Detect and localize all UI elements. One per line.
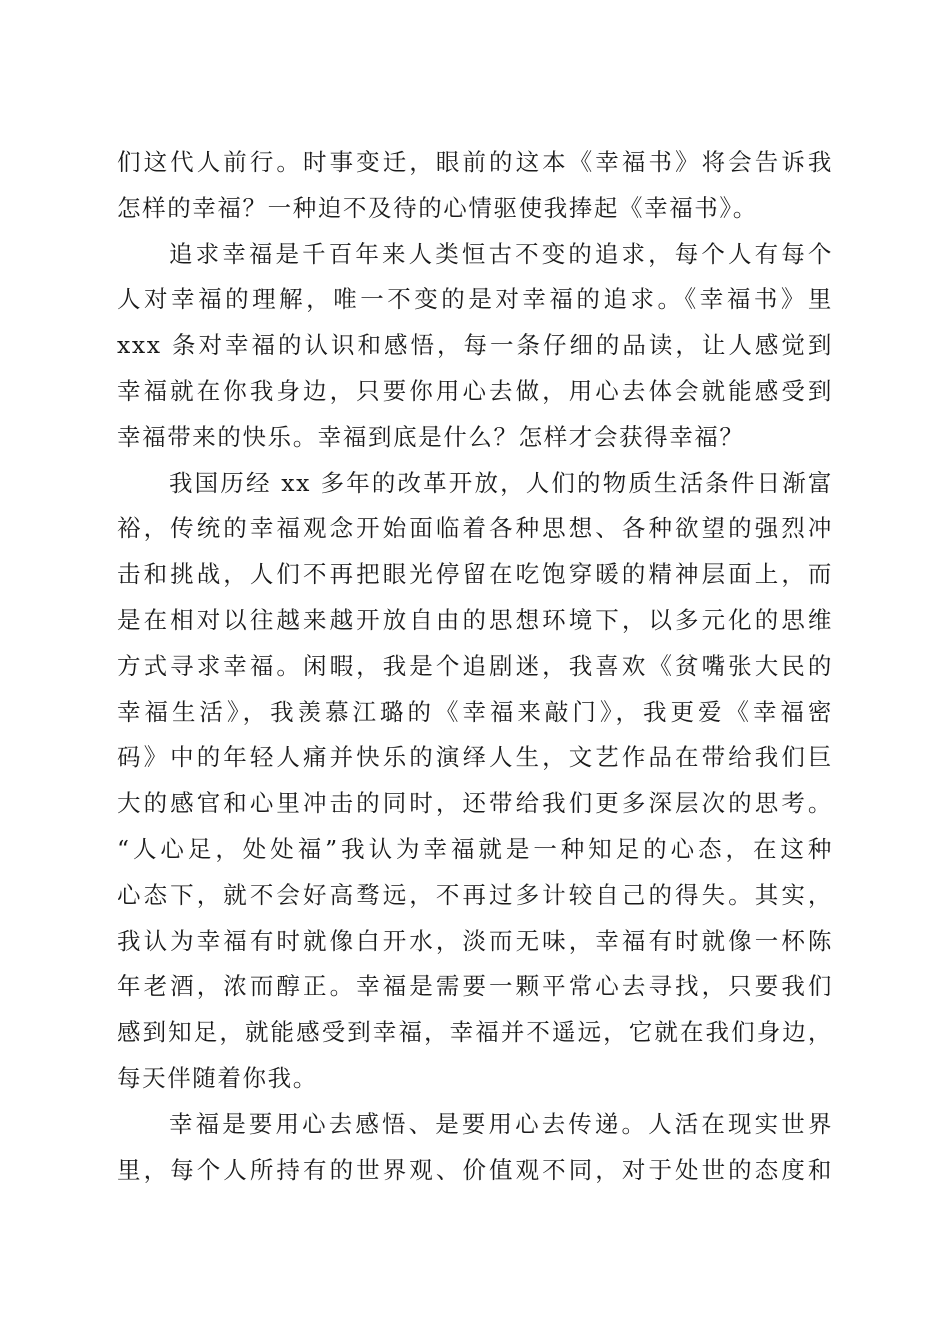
text-line: xxx 条对幸福的认识和感悟，每一条仔细的品读，让人感觉到: [117, 331, 833, 360]
text-line: 是在相对以往越来越开放自由的思想环境下，以多元化的思维: [117, 605, 833, 634]
text-line: 幸福是要用心去感悟、是要用心去传递。人活在现实世界: [169, 1109, 833, 1138]
text-line: 我认为幸福有时就像白开水，淡而无味，幸福有时就像一杯陈: [117, 926, 833, 955]
text-line: 年老酒，浓而醇正。幸福是需要一颗平常心去寻找，只要我们: [117, 972, 833, 1001]
document-body: [117, 140, 833, 1193]
text-line: 们这代人前行。时事变迁，眼前的这本《幸福书》将会告诉我: [117, 148, 833, 176]
text-line: 裕，传统的幸福观念开始面临着各种思想、各种欲望的强烈冲: [117, 514, 833, 543]
text-line: 大的感官和心里冲击的同时，还带给我们更多深层次的思考。: [117, 789, 833, 818]
text-line: 击和挑战，人们不再把眼光停留在吃饱穿暖的精神层面上，而: [117, 560, 833, 589]
text-line: 幸福就在你我身边，只要你用心去做，用心去体会就能感受到: [117, 376, 833, 405]
text-line: 心态下，就不会好高骛远，不再过多计较自己的得失。其实，: [117, 880, 833, 909]
text-line: 幸福生活》，我羡慕江璐的《幸福来敲门》，我更爱《幸福密: [117, 697, 833, 726]
text-line: “人心足，处处福”我认为幸福就是一种知足的心态，在这种: [117, 834, 833, 863]
text-line: 我国历经 xx 多年的改革开放，人们的物质生活条件日渐富: [169, 468, 833, 497]
text-line: 追求幸福是千百年来人类恒古不变的追求，每个人有每个: [169, 239, 833, 268]
text-line: 方式寻求幸福。闲暇，我是个追剧迷，我喜欢《贫嘴张大民的: [117, 651, 833, 680]
text-line: 幸福带来的快乐。幸福到底是什么？怎样才会获得幸福？: [117, 422, 745, 451]
text-line: 里，每个人所持有的世界观、价值观不同，对于处世的态度和: [117, 1155, 833, 1184]
text-line: 感到知足，就能感受到幸福，幸福并不遥远，它就在我们身边，: [117, 1018, 833, 1047]
text-line: 每天伴随着你我。: [117, 1063, 318, 1092]
text-line: 人对幸福的理解，唯一不变的是对幸福的追求。《幸福书》里: [117, 285, 833, 314]
text-line: 码》中的年轻人痛并快乐的演绎人生，文艺作品在带给我们巨: [117, 743, 833, 772]
text-line: 怎样的幸福？一种迫不及待的心情驱使我捧起《幸福书》。: [117, 193, 758, 222]
